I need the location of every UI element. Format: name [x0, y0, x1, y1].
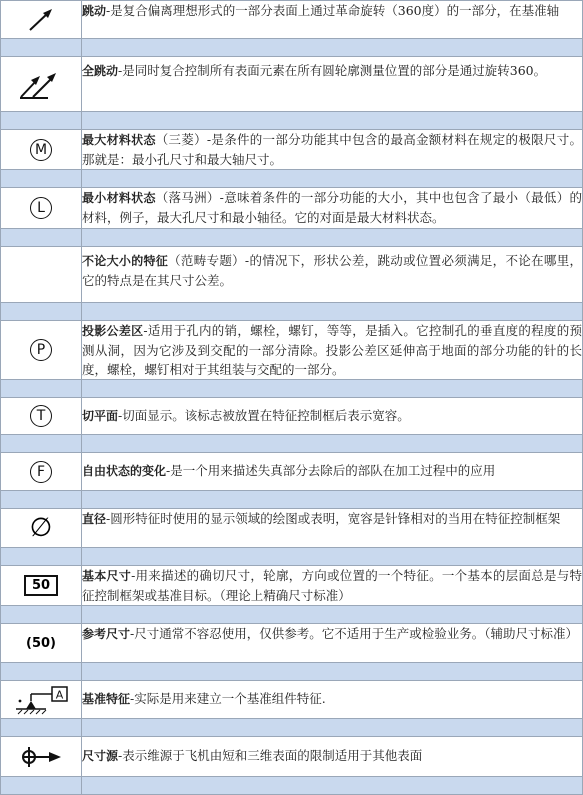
term-description: -表示维源于飞机由短和三维表面的限制适用于其他表面: [118, 748, 423, 763]
description-cell: [82, 321, 583, 380]
table-row: [1, 321, 583, 380]
term-description: -用来描述的确切尺寸，轮廓，方向或位置的一个特征。一个基本的层面总是与特征控制框架或基准目标。（理论上精确尺寸标准）: [82, 568, 582, 603]
reference-dimension-icon: (50): [26, 635, 56, 651]
symbol-cell: [1, 398, 82, 435]
table-row: [1, 130, 583, 170]
term-label: 基本尺寸: [82, 569, 132, 583]
projected-tolerance-zone-icon: P: [30, 339, 52, 361]
term-label: 基准特征: [82, 692, 131, 706]
symbol-cell: [1, 321, 82, 380]
spacer-row: [1, 663, 583, 681]
term-label: 直径: [82, 512, 107, 526]
term-label: 不论大小的特征: [82, 254, 169, 268]
symbol-cell: [1, 737, 82, 777]
spacer-row: [1, 170, 583, 188]
term-description: -实际是用来建立一个基准组件特征.: [130, 691, 326, 706]
description-cell: [82, 453, 583, 491]
term-description: -是同时复合控制所有表面元素在所有圆轮廓测量位置的部分是通过旋转360。: [118, 63, 547, 78]
spacer-row: [1, 229, 583, 247]
table-row: [1, 247, 583, 303]
term-label: 最小材料状态: [82, 191, 156, 205]
symbol-cell: [1, 247, 82, 303]
term-description: （范畴专题）-的情况下，形状公差，跳动或位置必须满足，不论在哪里，它的特点是在其尺寸公差。: [82, 253, 582, 288]
symbol-cell: [1, 188, 82, 229]
datum-feature-icon: [12, 685, 70, 715]
symbol-cell: [1, 453, 82, 491]
spacer-row: [1, 606, 583, 624]
least-material-condition-icon: L: [30, 197, 52, 219]
table-row: [1, 737, 583, 777]
symbol-cell: [1, 566, 82, 606]
table-row: [1, 57, 583, 112]
description-cell: [82, 247, 583, 303]
description-cell: [82, 681, 583, 719]
term-label: 自由状态的变化: [82, 464, 167, 478]
term-description: -适用于孔内的销，螺栓，螺钉，等等，是插入。它控制孔的垂直度的程度的预测从洞，因为它涉及到交配的一部分清除。投影公差区延伸高于地面的部分功能的针的长度，螺栓，螺钉相对于其组装与交配的一部分。: [82, 323, 582, 377]
spacer-row: [1, 39, 583, 57]
symbol-cell: [1, 57, 82, 112]
spacer-row: [1, 719, 583, 737]
term-label: 投影公差区: [82, 324, 144, 338]
spacer-row: [1, 380, 583, 398]
table-row: [1, 1, 583, 39]
table-row: [1, 566, 583, 606]
term-description: （落马洲）-意味着条件的一部分功能的大小，其中也包含了最小（最低）的材料，例子，最大孔尺寸和最小轴径。它的对面是最大材料状态。: [82, 190, 582, 225]
diameter-icon: ∅: [29, 513, 53, 543]
term-label: 切平面: [82, 409, 119, 423]
total-runout-icon: [18, 67, 64, 101]
table-row: [1, 509, 583, 548]
description-cell: [82, 624, 583, 663]
basic-dimension-icon: 50: [24, 575, 58, 596]
tangent-plane-icon: T: [30, 405, 52, 427]
spacer-row: [1, 491, 583, 509]
spacer-row: [1, 777, 583, 795]
table-row: [1, 624, 583, 663]
spacer-row: [1, 435, 583, 453]
description-cell: [82, 188, 583, 229]
description-cell: [82, 737, 583, 777]
free-state-icon: F: [30, 461, 52, 483]
term-description: -是复合偏离理想形式的一部分表面上通过革命旋转（360度）的一部分，在基准轴: [106, 3, 560, 18]
term-description: -是一个用来描述失真部分去除后的部队在加工过程中的应用: [166, 463, 496, 478]
term-label: 参考尺寸: [82, 627, 131, 641]
term-label: 全跳动: [82, 64, 119, 78]
runout-arrow-icon: [26, 7, 56, 33]
max-material-condition-icon: M: [30, 139, 52, 161]
symbol-cell: [1, 130, 82, 170]
spacer-row: [1, 112, 583, 130]
table-row: [1, 398, 583, 435]
description-cell: [82, 398, 583, 435]
symbol-cell: [1, 624, 82, 663]
term-label: 跳动: [82, 4, 107, 18]
table-row: [1, 681, 583, 719]
symbol-cell: [1, 681, 82, 719]
description-cell: [82, 130, 583, 170]
spacer-row: [1, 548, 583, 566]
table-row: [1, 453, 583, 491]
datum-letter: A: [55, 688, 64, 701]
spacer-row: [1, 303, 583, 321]
term-description: -切面显示。该标志被放置在特征控制框后表示宽容。: [118, 408, 410, 423]
description-cell: [82, 1, 583, 39]
term-description: -圆形特征时使用的显示领域的绘图或表明，宽容是针锋相对的当用在特征控制框架: [106, 511, 561, 526]
dimension-origin-icon: [19, 745, 63, 769]
symbol-cell: [1, 1, 82, 39]
symbol-cell: [1, 509, 82, 548]
table-row: [1, 188, 583, 229]
term-label: 尺寸源: [82, 749, 119, 763]
term-description: （三菱）-是条件的一部分功能其中包含的最高金额材料在规定的极限尺寸。那就是：最小孔尺寸和最大轴尺寸。: [82, 132, 582, 167]
term-label: 最大材料状态: [82, 133, 156, 147]
description-cell: [82, 509, 583, 548]
description-cell: [82, 566, 583, 606]
description-cell: [82, 57, 583, 112]
term-description: -尺寸通常不容忍使用，仅供参考。它不适用于生产或检验业务。（辅助尺寸标准）: [130, 626, 578, 641]
